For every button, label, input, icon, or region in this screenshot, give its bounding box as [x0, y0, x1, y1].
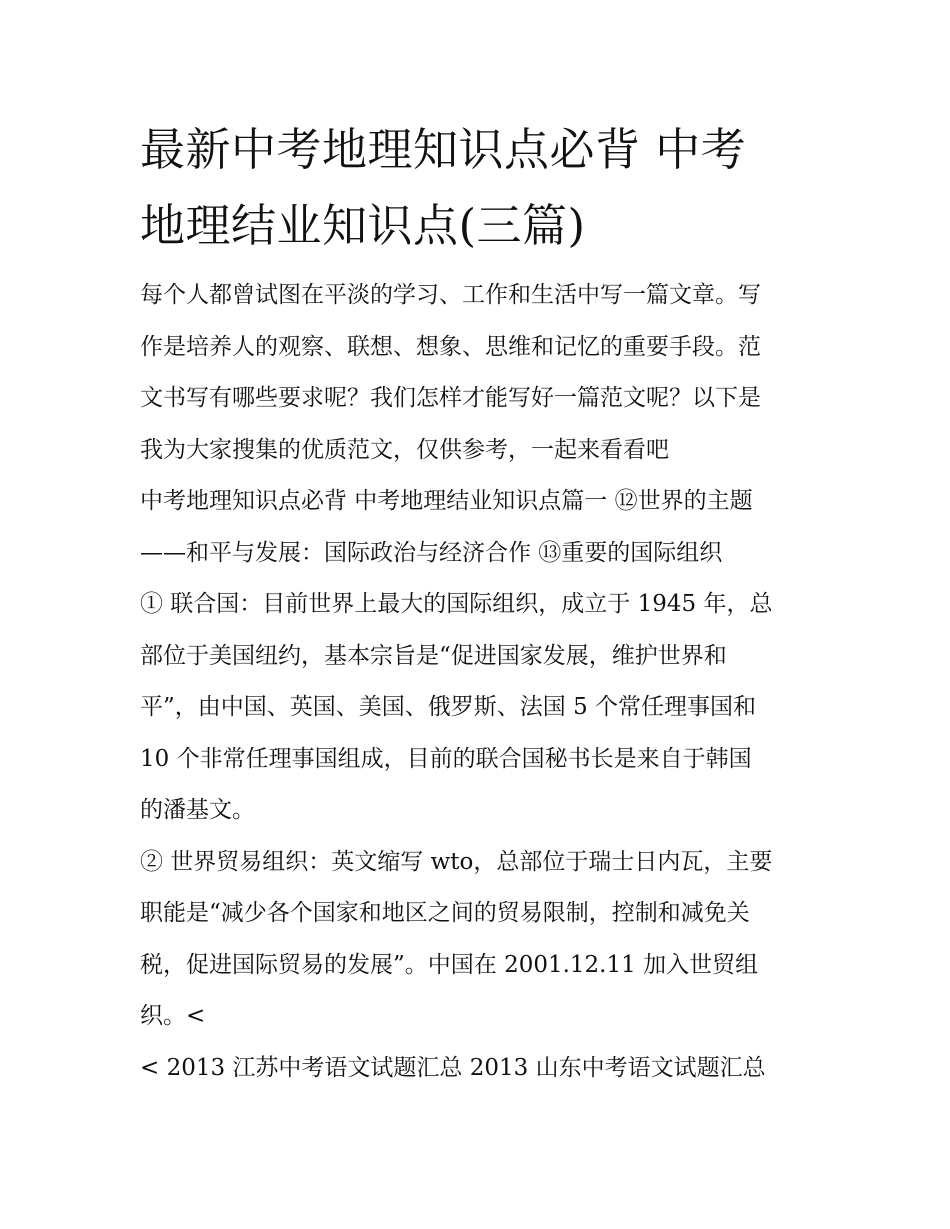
footer-links-paragraph [140, 1043, 820, 1095]
intro-line: 文书写有哪些要求呢？我们怎样才能写好一篇范文呢？以下是 [140, 385, 761, 411]
intro-line: 作是培养人的观察、联想、想象、思维和记忆的重要手段。范 [140, 333, 761, 360]
title-line-2: 地理结业知识点(三篇) [140, 199, 586, 252]
intro-paragraph [140, 270, 820, 476]
wto-line: ② 世界贸易组织：英文缩写 wto，总部位于瑞士日内瓦，主要 [140, 848, 773, 875]
footer-line: < 2013 江苏中考语文试题汇总 2013 山东中考语文试题汇总 [140, 1054, 766, 1081]
un-line: 平”，由中国、英国、美国、俄罗斯、法国 5 个常任理事国和 [140, 694, 757, 720]
intro-line: 我为大家搜集的优质范文，仅供参考，一起来看看吧 [140, 436, 669, 463]
wto-line: 税，促进国际贸易的发展”。中国在 2001.12.11 加入世贸组 [140, 951, 759, 978]
section-heading-paragraph [140, 476, 820, 579]
document-title [140, 112, 820, 264]
intro-line: 每个人都曾试图在平淡的学习、工作和生活中写一篇文章。写 [140, 282, 761, 308]
un-line: 部位于美国纽约，基本宗旨是“促进国家发展，维护世界和 [140, 642, 727, 669]
section-line: ——和平与发展：国际政治与经济合作 ⑬重要的国际组织 [140, 539, 723, 566]
title-line-1: 最新中考地理知识点必背 中考 [140, 123, 747, 176]
un-line: 10 个非常任理事国组成，目前的联合国秘书长是来自于韩国 [140, 745, 752, 772]
wto-line: 职能是“减少各个国家和地区之间的贸易限制，控制和减免关 [140, 900, 750, 926]
document-page [140, 112, 820, 1094]
un-paragraph [140, 579, 820, 837]
section-line: 中考地理知识点必背 中考地理结业知识点篇一 ⑫世界的主题 [140, 488, 753, 514]
wto-line: 织。< [140, 1003, 206, 1029]
wto-paragraph [140, 837, 820, 1043]
un-line: ① 联合国：目前世界上最大的国际组织，成立于 1945 年，总 [140, 591, 773, 617]
un-line: 的潘基文。 [140, 797, 255, 823]
